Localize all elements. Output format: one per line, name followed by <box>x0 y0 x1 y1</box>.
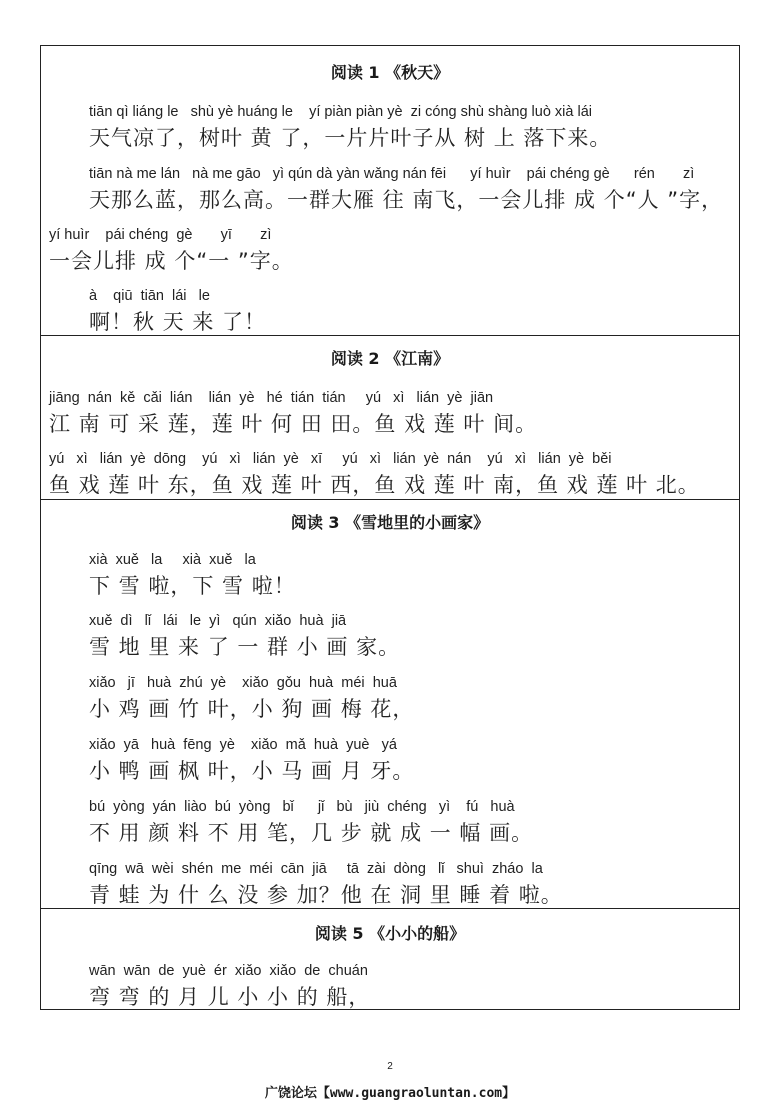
page-number: 2 <box>387 1061 393 1072</box>
pinyin-line: xià xuě la xià xuě la <box>89 552 256 568</box>
section-jiangnan <box>41 336 739 500</box>
pinyin-line: qīng wā wèi shén me méi cān jiā tā zài dòng lǐ shuì zháo la <box>89 861 543 877</box>
pinyin-line: tiān nà me lán nà me gāo yì qún dà yàn wǎng nán fēi yí huìr pái chéng gè rén zì <box>89 166 695 182</box>
hanzi-line: 鱼 戏 莲 叶 东，鱼 戏 莲 叶 西，鱼 戏 莲 叶 南，鱼 戏 莲 叶 北。 <box>49 473 700 497</box>
hanzi-line: 江 南 可 采 莲，莲 叶 何 田 田。鱼 戏 莲 叶 间。 <box>49 412 538 436</box>
pinyin-line: à qiū tiān lái le <box>89 288 210 304</box>
section-title: 阅读 1 《秋天》 <box>330 63 450 82</box>
hanzi-line: 小 鸭 画 枫 叶，小 马 画 月 牙。 <box>89 759 415 783</box>
hanzi-line: 小 鸡 画 竹 叶，小 狗 画 梅 花， <box>89 697 415 721</box>
section-title: 阅读 5 《小小的船》 <box>314 924 466 943</box>
pinyin-line: yí huìr pái chéng gè yī zì <box>49 227 272 243</box>
section-xuedi <box>41 500 739 909</box>
pinyin-line: tiān qì liáng le shù yè huáng le yí piàn piàn yè zi cóng shù shàng luò xià lái <box>89 104 592 120</box>
hanzi-line: 天气凉了，树叶 黄 了，一片片叶子从 树 上 落下来。 <box>89 126 612 150</box>
text-line <box>89 963 780 1039</box>
section-title: 阅读 2 《江南》 <box>330 349 450 368</box>
footer-text: 广饶论坛【www.guangraoluntan.com】 <box>264 1086 516 1101</box>
section-xiaoxiaodechuan <box>41 909 739 1009</box>
hanzi-line: 天那么蓝，那么高。一群大雁 往 南飞，一会儿排 成 个“人 ”字， <box>89 188 724 212</box>
hanzi-line: 雪 地 里 来 了 一 群 小 画 家。 <box>89 635 401 659</box>
hanzi-line: 一会儿排 成 个“一 ”字。 <box>49 249 294 273</box>
hanzi-line: 弯 弯 的 月 儿 小 小 的 船， <box>89 985 371 1009</box>
pinyin-line: jiāng nán kě cǎi lián lián yè hé tián tián yú xì lián yè jiān <box>49 390 494 406</box>
pinyin-line: yú xì lián yè dōng yú xì lián yè xī yú xì lián yè nán yú xì lián yè běi <box>49 451 612 467</box>
pinyin-line: xiǎo yā huà fēng yè xiǎo mǎ huà yuè yá <box>89 737 397 753</box>
hanzi-line: 不 用 颜 料 不 用 笔，几 步 就 成 一 幅 画。 <box>89 821 534 845</box>
pinyin-line: wān wān de yuè ér xiǎo xiǎo de chuán <box>89 963 368 979</box>
pinyin-line: bú yòng yán liào bú yòng bǐ jǐ bù jiù chéng yì fú huà <box>89 799 515 815</box>
hanzi-line: 青 蛙 为 什 么 没 参 加？他 在 洞 里 睡 着 啦。 <box>89 883 563 907</box>
pinyin-line: xiǎo jī huà zhú yè xiǎo gǒu huà méi huā <box>89 675 397 691</box>
hanzi-line: 啊！秋 天 来 了！ <box>89 310 267 334</box>
hanzi-line: 下 雪 啦，下 雪 啦！ <box>89 574 296 598</box>
section-qiutian <box>41 46 739 336</box>
reading-frame <box>40 45 740 1010</box>
section-title: 阅读 3 《雪地里的小画家》 <box>290 513 490 532</box>
pinyin-line: xuě dì lǐ lái le yì qún xiǎo huà jiā <box>89 613 347 629</box>
